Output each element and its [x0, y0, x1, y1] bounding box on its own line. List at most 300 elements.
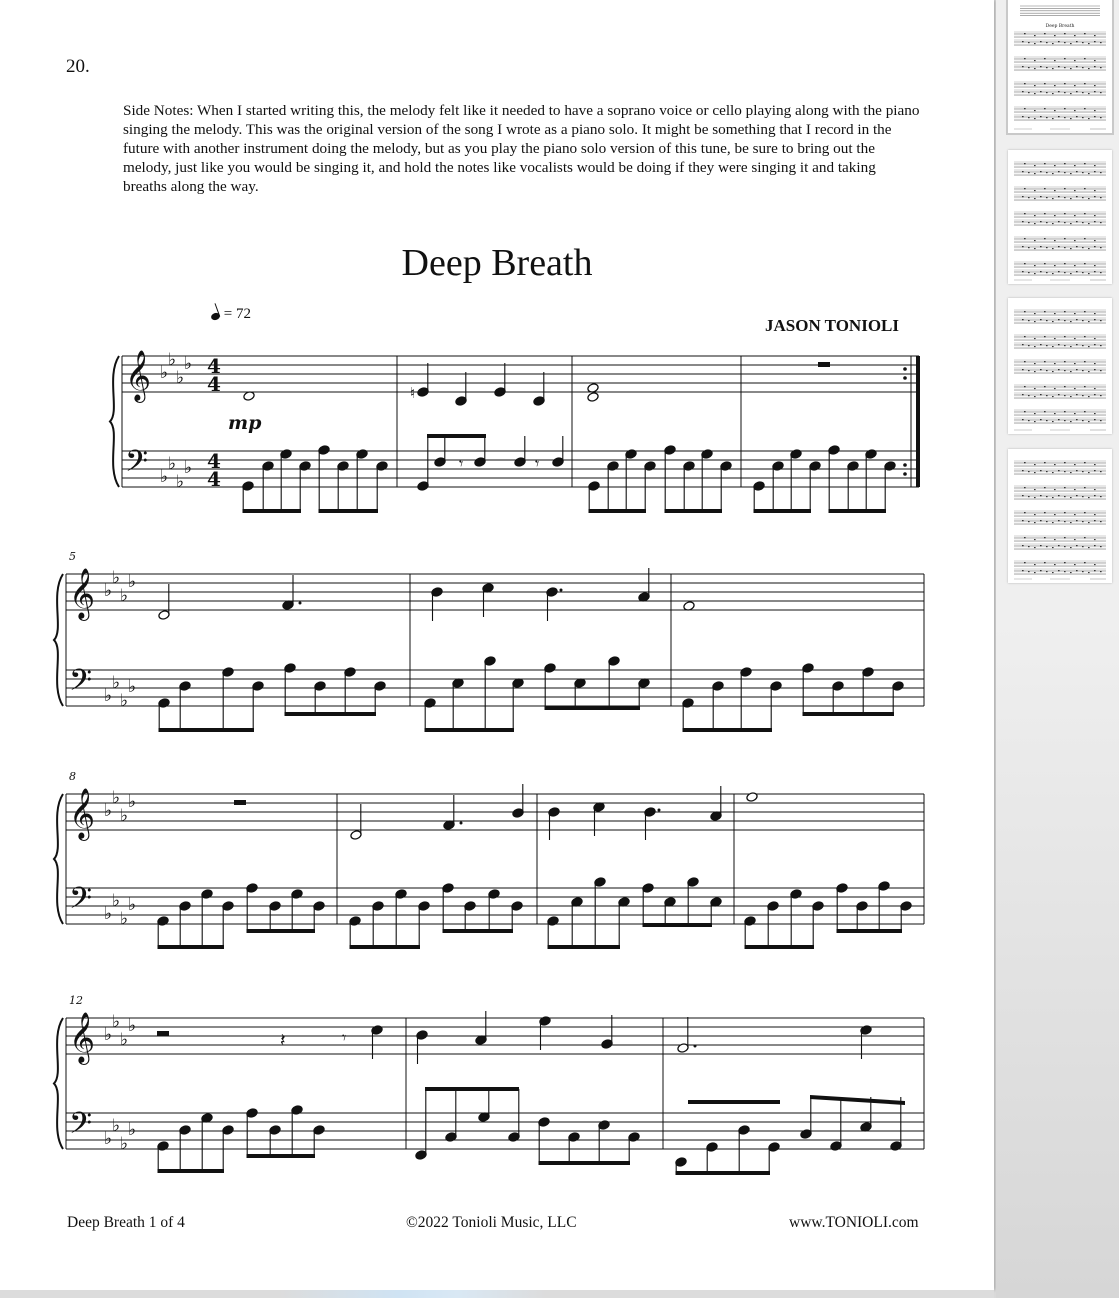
note-beam: [688, 1100, 780, 1104]
thumbnail-note: [1040, 344, 1042, 345]
note-beam: [810, 1095, 905, 1105]
thumbnail-note: [1100, 571, 1102, 572]
thumbnail-note: [1054, 190, 1056, 191]
thumbnail-note: [1064, 92, 1066, 93]
thumbnail-note: [1082, 471, 1084, 472]
flat-accidental: ♭: [176, 368, 185, 388]
footer-website: www.TONIOLI.com: [789, 1214, 919, 1231]
thumbnail-note: [1058, 470, 1060, 471]
thumbnail-note: [1070, 118, 1072, 119]
thumbnail-note: [1070, 248, 1072, 249]
thumbnail-note: [1028, 320, 1030, 321]
flat-accidental: ♭: [104, 904, 113, 924]
page-thumbnail-1[interactable]: [1008, 0, 1112, 133]
thumbnail-note: [1088, 497, 1090, 498]
thumbnail-note: [1084, 537, 1086, 538]
thumbnail-note: [1040, 171, 1042, 172]
flat-accidental: ♭: [120, 909, 129, 929]
page-thumbnail-4[interactable]: [1008, 449, 1112, 583]
thumbnail-note: [1100, 395, 1102, 396]
thumbnail-note: [1044, 537, 1046, 538]
thumbnail-note: [1024, 108, 1026, 109]
thumbnail-note: [1034, 265, 1036, 266]
thumbnail-note: [1082, 320, 1084, 321]
thumbnail-note: [1054, 313, 1056, 314]
thumbnail-note: [1064, 386, 1066, 387]
thumbnail-note: [1074, 363, 1076, 364]
thumbnail-note: [1070, 497, 1072, 498]
thumbnail-note: [1064, 336, 1066, 337]
thumbnail-note: [1052, 497, 1054, 498]
composer-name: JASON TONIOLI: [765, 316, 899, 335]
horizontal-scrollbar[interactable]: [0, 1290, 994, 1298]
thumbnail-note: [1084, 213, 1086, 214]
page-number: 20.: [66, 56, 90, 77]
note-beam: [754, 509, 812, 513]
treble-clef-icon: 𝄞: [125, 350, 152, 401]
flat-accidental: ♭: [104, 686, 113, 706]
thumbnail-note: [1040, 394, 1042, 395]
thumbnail-note: [1082, 521, 1084, 522]
thumbnail-note: [1022, 196, 1024, 197]
thumbnail-note: [1052, 572, 1054, 573]
thumbnail-note: [1070, 198, 1072, 199]
thumbnail-note: [1100, 272, 1102, 273]
measure-number: 12: [69, 994, 83, 1007]
thumbnail-note: [1094, 196, 1096, 197]
thumbnail-note: [1094, 495, 1096, 496]
thumbnail-note: [1082, 222, 1084, 223]
thumbnail-note: [1074, 190, 1076, 191]
thumbnail-note: [1070, 547, 1072, 548]
thumbnail-note: [1040, 246, 1042, 247]
thumbnail-note: [1044, 108, 1046, 109]
thumbnail-note: [1024, 386, 1026, 387]
thumbnail-note: [1034, 165, 1036, 166]
thumbnail-note: [1084, 58, 1086, 59]
thumbnail-note: [1034, 273, 1036, 274]
thumbnail-note: [1064, 42, 1066, 43]
half-rest: [234, 800, 246, 805]
flat-accidental: ♭: [160, 363, 169, 383]
thumbnail-note: [1024, 311, 1026, 312]
thumbnail-note: [1088, 522, 1090, 523]
thumbnail-note: [1046, 92, 1048, 93]
thumbnail-note: [1024, 83, 1026, 84]
note-beam: [247, 929, 316, 933]
thumbnail-note: [1022, 319, 1024, 320]
bass-clef-icon: 𝄢: [125, 445, 149, 486]
thumbnail-note: [1052, 421, 1054, 422]
thumbnail-note: [1046, 521, 1048, 522]
thumbnail-note: [1070, 321, 1072, 322]
tempo-value: = 72: [223, 306, 251, 322]
thumbnail-note: [1074, 564, 1076, 565]
flat-accidental: ♭: [128, 895, 137, 915]
thumbnail-note: [1034, 223, 1036, 224]
thumbnail-note: [1064, 222, 1066, 223]
thumbnail-note: [1064, 67, 1066, 68]
thumbnail-note: [1074, 514, 1076, 515]
thumbnail-note: [1084, 188, 1086, 189]
repeat-dot: [903, 376, 907, 380]
thumbnail-note: [1074, 265, 1076, 266]
thumbnail-note: [1044, 512, 1046, 513]
treble-clef-icon: 𝄞: [69, 788, 96, 839]
time-signature: 4: [207, 372, 221, 396]
thumbnail-note: [1046, 395, 1048, 396]
thumbnail-note: [1084, 238, 1086, 239]
thumbnail-note: [1052, 173, 1054, 174]
thumbnail-note: [1040, 570, 1042, 571]
dot: [658, 809, 661, 812]
bass-clef-icon: 𝄢: [69, 664, 93, 705]
thumbnail-note: [1074, 110, 1076, 111]
thumbnail-note: [1028, 172, 1030, 173]
thumbnail-note: [1028, 571, 1030, 572]
thumbnail-note: [1058, 116, 1060, 117]
thumbnail-note: [1094, 271, 1096, 272]
thumbnail-note: [1070, 472, 1072, 473]
thumbnail-note: [1094, 419, 1096, 420]
thumbnail-note: [1076, 66, 1078, 67]
thumbnail-note: [1100, 546, 1102, 547]
thumbnail-note: [1088, 273, 1090, 274]
thumbnail-note: [1064, 537, 1066, 538]
flat-accidental: ♭: [104, 1025, 113, 1045]
thumbnail-note: [1094, 240, 1096, 241]
bass-clef-icon: 𝄢: [69, 1107, 93, 1148]
flat-accidental: ♭: [168, 454, 177, 474]
dot: [299, 602, 302, 605]
thumbnail-note: [1084, 336, 1086, 337]
note-beam: [425, 1087, 519, 1091]
thumbnail-note: [1046, 42, 1048, 43]
thumbnail-note: [1058, 344, 1060, 345]
thumbnail-note: [1044, 263, 1046, 264]
thumbnail-note: [1034, 43, 1036, 44]
thumbnail-note: [1082, 67, 1084, 68]
thumbnail-note: [1064, 546, 1066, 547]
thumbnail-note: [1082, 546, 1084, 547]
thumbnail-note: [1084, 108, 1086, 109]
thumbnail-note: [1094, 394, 1096, 395]
note-beam: [539, 1161, 631, 1165]
thumbnail-note: [1044, 462, 1046, 463]
thumbnail-note: [1046, 197, 1048, 198]
thumbnail-note: [1052, 93, 1054, 94]
flat-accidental: ♭: [128, 572, 137, 592]
thumbnail-note: [1034, 522, 1036, 523]
thumbnail-note: [1028, 247, 1030, 248]
thumbnail-note: [1054, 265, 1056, 266]
note-beam: [443, 929, 514, 933]
thumbnail-note: [1076, 344, 1078, 345]
thumbnail-note: [1054, 564, 1056, 565]
flat-accidental: ♭: [128, 677, 137, 697]
thumbnail-note: [1076, 470, 1078, 471]
thumbnail-note: [1040, 369, 1042, 370]
thumbnail-note: [1070, 522, 1072, 523]
thumbnail-note: [1044, 58, 1046, 59]
thumbnail-note: [1052, 371, 1054, 372]
thumbnail-note: [1064, 311, 1066, 312]
thumbnail-note: [1074, 539, 1076, 540]
thumbnail-note: [1082, 496, 1084, 497]
thumbnail-note: [1094, 545, 1096, 546]
thumbnail-note: [1058, 394, 1060, 395]
thumbnail-note: [1094, 539, 1096, 540]
page-thumbnail-3[interactable]: [1008, 298, 1112, 434]
thumbnail-note: [1034, 85, 1036, 86]
thumbnail-note: [1046, 370, 1048, 371]
flat-accidental: ♭: [112, 1012, 121, 1032]
thumbnail-note: [1046, 345, 1048, 346]
note-beam: [837, 929, 903, 933]
thumbnail-note: [1094, 110, 1096, 111]
thumbnail-note: [1094, 171, 1096, 172]
thumbnail-note: [1022, 246, 1024, 247]
thumbnail-note: [1022, 344, 1024, 345]
thumbnail-note: [1064, 571, 1066, 572]
thumbnail-note: [1034, 497, 1036, 498]
thumbnail-preview: [1008, 449, 1112, 583]
thumbnail-note: [1054, 539, 1056, 540]
thumbnail-note: [1034, 421, 1036, 422]
thumbnail-note: [1052, 223, 1054, 224]
thumbnail-note: [1100, 471, 1102, 472]
thumbnail-note: [1088, 396, 1090, 397]
flat-accidental: ♭: [112, 1116, 121, 1136]
thumbnail-note: [1100, 320, 1102, 321]
treble-clef-icon: 𝄞: [69, 568, 96, 619]
thumbnail-note: [1024, 562, 1026, 563]
note-head: [587, 392, 599, 403]
thumbnail-note: [1044, 213, 1046, 214]
thumbnail-note: [1070, 43, 1072, 44]
thumbnail-note: [1028, 546, 1030, 547]
thumbnail-note: [1058, 66, 1060, 67]
brace: [54, 1018, 63, 1149]
thumbnail-note: [1064, 272, 1066, 273]
thumbnail-note: [1052, 396, 1054, 397]
thumbnail-note: [1054, 489, 1056, 490]
thumbnail-note: [1082, 272, 1084, 273]
thumbnail-note: [1094, 388, 1096, 389]
thumbnail-note: [1022, 91, 1024, 92]
thumbnail-note: [1094, 564, 1096, 565]
brace: [54, 574, 63, 706]
thumbnail-note: [1084, 163, 1086, 164]
thumbnail-note: [1040, 91, 1042, 92]
thumbnail-note: [1044, 336, 1046, 337]
thumbnail-note: [1034, 338, 1036, 339]
thumbnail-note: [1100, 42, 1102, 43]
thumbnail-note: [1076, 171, 1078, 172]
thumbnail-note: [1028, 496, 1030, 497]
thumbnail-note: [1028, 471, 1030, 472]
thumbnail-note: [1088, 421, 1090, 422]
thumbnail-title: Deep Breath: [1045, 24, 1075, 29]
thumbnail-note: [1088, 248, 1090, 249]
footer-copyright: ©2022 Tonioli Music, LLC: [406, 1214, 577, 1231]
thumbnail-note: [1076, 196, 1078, 197]
thumbnail-note: [1058, 41, 1060, 42]
thumbnail-note: [1088, 173, 1090, 174]
thumbnail-note: [1040, 545, 1042, 546]
note-beam: [350, 945, 421, 949]
thumbnail-note: [1034, 514, 1036, 515]
thumbnail-note: [1040, 419, 1042, 420]
thumbnail-note: [1074, 215, 1076, 216]
thumbnail-note: [1064, 163, 1066, 164]
thumbnail-note: [1094, 464, 1096, 465]
thumbnail-note: [1064, 213, 1066, 214]
thumbnail-note: [1044, 188, 1046, 189]
thumbnail-note: [1070, 346, 1072, 347]
thumbnail-note: [1034, 539, 1036, 540]
thumbnail-note: [1034, 464, 1036, 465]
thumbnail-note: [1034, 35, 1036, 36]
thumbnail-note: [1034, 489, 1036, 490]
thumbnail-note: [1094, 319, 1096, 320]
thumbnail-note: [1088, 93, 1090, 94]
thumbnail-note: [1082, 172, 1084, 173]
thumbnail-note: [1094, 313, 1096, 314]
thumbnail-note: [1094, 413, 1096, 414]
thumbnail-note: [1064, 395, 1066, 396]
page-thumbnail-2[interactable]: [1008, 150, 1112, 284]
thumbnail-note: [1082, 197, 1084, 198]
thumbnail-note: [1034, 572, 1036, 573]
thumbnail-note: [1100, 67, 1102, 68]
flat-accidental: ♭: [112, 788, 121, 808]
thumbnail-note: [1074, 313, 1076, 314]
thumbnail-note: [1094, 338, 1096, 339]
thumbnail-note: [1028, 117, 1030, 118]
thumbnail-note: [1074, 413, 1076, 414]
note-beam: [319, 509, 379, 513]
thumbnail-note: [1088, 472, 1090, 473]
thumbnail-note: [1044, 238, 1046, 239]
thumbnail-note: [1052, 118, 1054, 119]
note-beam: [643, 923, 713, 927]
thumbnail-note: [1064, 521, 1066, 522]
thumbnail-note: [1094, 520, 1096, 521]
thumbnail-note: [1070, 173, 1072, 174]
thumbnail-note: [1034, 118, 1036, 119]
thumbnail-note: [1084, 562, 1086, 563]
thumbnail-note: [1052, 273, 1054, 274]
thumbnail-note: [1064, 361, 1066, 362]
thumbnail-note: [1054, 85, 1056, 86]
thumbnail-note: [1022, 116, 1024, 117]
thumbnail-note: [1046, 172, 1048, 173]
thumbnail-note: [1028, 92, 1030, 93]
thumbnail-note: [1054, 464, 1056, 465]
thumbnail-note: [1046, 272, 1048, 273]
thumbnail-note: [1100, 420, 1102, 421]
thumbnail-note: [1058, 570, 1060, 571]
thumbnail-note: [1070, 421, 1072, 422]
thumbnail-note: [1082, 92, 1084, 93]
thumbnail-note: [1064, 420, 1066, 421]
thumbnail-note: [1064, 487, 1066, 488]
thumbnail-note: [1034, 363, 1036, 364]
note-beam: [159, 728, 255, 732]
thumbnail-note: [1064, 197, 1066, 198]
thumbnail-note: [1094, 190, 1096, 191]
thumbnail-note: [1054, 388, 1056, 389]
thumbnail-note: [1088, 547, 1090, 548]
thumbnail-note: [1024, 462, 1026, 463]
thumbnail-note: [1058, 196, 1060, 197]
thumbnail-note: [1046, 496, 1048, 497]
thumbnail-note: [1070, 223, 1072, 224]
thumbnail-note: [1094, 514, 1096, 515]
thumbnail-note: [1070, 273, 1072, 274]
thumbnail-note: [1100, 247, 1102, 248]
thumbnail-note: [1094, 489, 1096, 490]
thumbnail-note: [1094, 470, 1096, 471]
thumbnail-note: [1076, 495, 1078, 496]
thumbnail-note: [1034, 388, 1036, 389]
thumbnail-note: [1034, 198, 1036, 199]
thumbnail-note: [1076, 369, 1078, 370]
thumbnail-note: [1028, 222, 1030, 223]
thumbnail-note: [1052, 522, 1054, 523]
thumbnail-note: [1064, 471, 1066, 472]
thumbnail-note: [1084, 512, 1086, 513]
thumbnail-note: [1024, 163, 1026, 164]
thumbnail-note: [1074, 240, 1076, 241]
thumbnail-note: [1024, 58, 1026, 59]
thumbnail-note: [1064, 562, 1066, 563]
note-beam: [665, 509, 723, 513]
thumbnail-note: [1034, 321, 1036, 322]
thumbnail-note: [1046, 320, 1048, 321]
thumbnail-note: [1044, 562, 1046, 563]
flat-accidental: ♭: [176, 472, 185, 492]
thumbnail-note: [1058, 495, 1060, 496]
flat-accidental: ♭: [120, 1134, 129, 1154]
thumbnail-note: [1054, 413, 1056, 414]
thumbnail-note: [1040, 66, 1042, 67]
thumbnail-note: [1076, 394, 1078, 395]
thumbnail-note: [1052, 43, 1054, 44]
thumbnail-note: [1064, 238, 1066, 239]
note-beam: [683, 728, 773, 732]
thumbnail-note: [1084, 386, 1086, 387]
thumbnail-note: [1070, 93, 1072, 94]
thumbnail-note: [1058, 319, 1060, 320]
note-beam: [676, 1171, 771, 1175]
thumbnail-note: [1022, 520, 1024, 521]
thumbnail-note: [1034, 93, 1036, 94]
thumbnail-note: [1034, 396, 1036, 397]
thumbnail-note: [1028, 420, 1030, 421]
time-signature: 4: [207, 354, 221, 378]
thumbnail-note: [1064, 33, 1066, 34]
thumbnail-note: [1064, 370, 1066, 371]
thumbnail-note: [1034, 60, 1036, 61]
flat-accidental: ♭: [128, 792, 137, 812]
thumbnail-note: [1044, 411, 1046, 412]
thumbnail-note: [1040, 319, 1042, 320]
flat-accidental: ♭: [120, 586, 129, 606]
thumbnail-note: [1024, 512, 1026, 513]
thumbnail-note: [1034, 240, 1036, 241]
